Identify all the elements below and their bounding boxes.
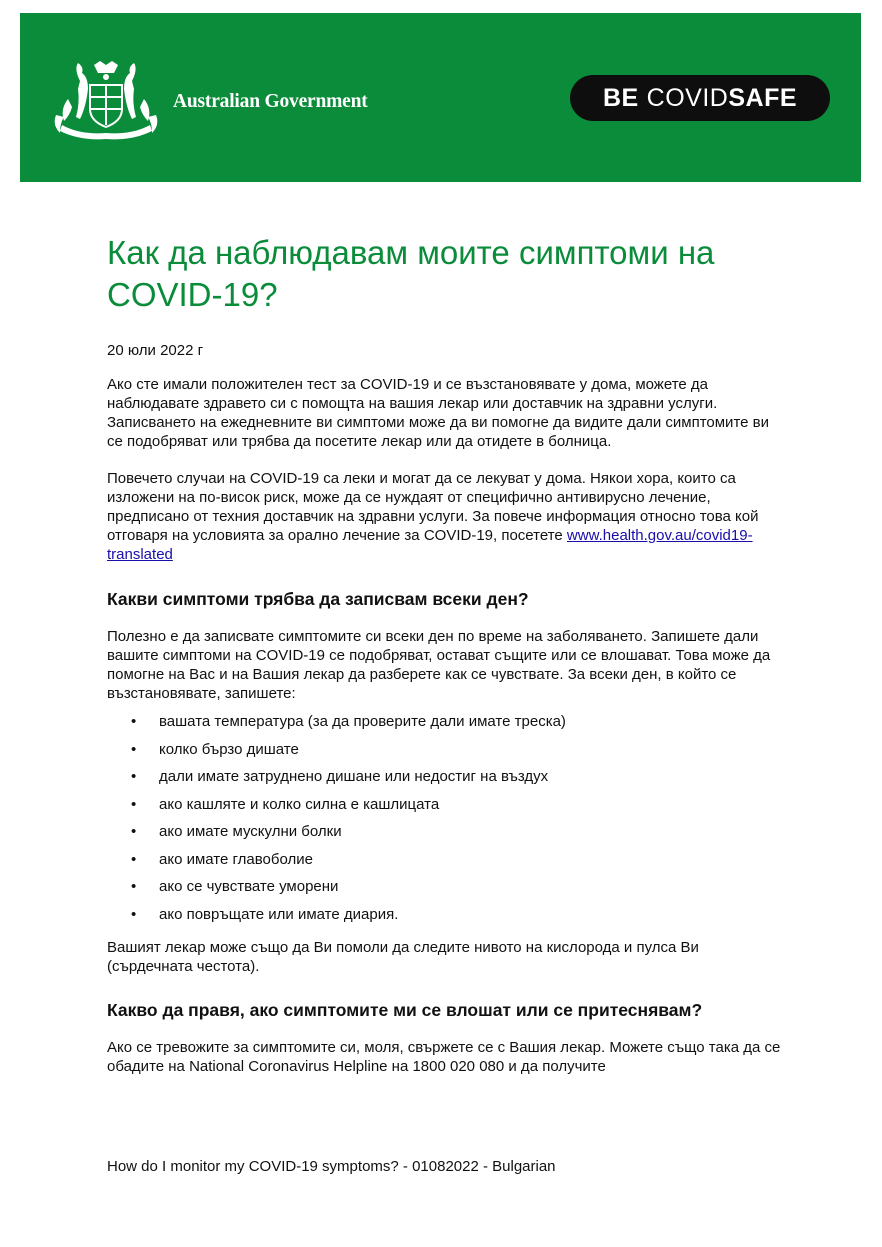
document-body — [107, 232, 787, 1076]
bullet-icon: • — [131, 823, 137, 840]
list-item-text: ако имате мускулни болки — [159, 823, 342, 840]
bullet-icon: • — [131, 740, 137, 758]
intro-paragraph: Ако сте имали положителен тест за COVID-19 и се възстановявате у дома, можете да наблюдавате здравето си с помощта на вашия лекар или доставчик на здравни услуги. Записването на ежедневните ви симптоми може да ви помогне да видите дали симптомите ви се подобряват или трябва да посетите лекар или да отидете в болница. — [107, 376, 769, 450]
section2-paragraph: Ако се тревожите за симптомите си, моля, свържете се с Вашия лекар. Можете също така да се обадите на National Coronavirus Helpline на 1800 020 080 и да получите — [107, 1038, 781, 1075]
header-banner — [20, 13, 861, 182]
bullet-icon: • — [131, 878, 137, 895]
list-item-text: колко бързо дишате — [159, 740, 299, 758]
treatment-paragraph — [107, 469, 787, 564]
bullet-icon: • — [131, 905, 137, 923]
list-item-text: вашата температура (за да проверите дали имате треска) — [159, 713, 566, 730]
list-item — [107, 712, 787, 731]
page-footer: How do I monitor my COVID-19 symptoms? - 01082022 - Bulgarian — [107, 1158, 556, 1175]
bullet-icon: • — [131, 850, 137, 868]
list-item — [107, 795, 787, 814]
list-item — [107, 740, 787, 759]
government-name: Australian Government — [173, 91, 368, 112]
section1-paragraph: Полезно е да записвате симптомите си всеки ден по време на заболяването. Запишете дали вашите симптоми на COVID-19 се подобряват, остават същите или се влошават. Това може да помогне на Вас и на Вашия лекар да разберете как се чувствате. За всеки ден, в който се възстановявате, запишете: — [107, 628, 771, 702]
campaign-word-covid: COVID — [646, 83, 729, 112]
list-item — [107, 905, 787, 924]
list-item-text: ако кашляте и колко силна е кашлицата — [159, 795, 440, 813]
health-gov-link[interactable]: www.health.gov.au/covid19-translated — [107, 527, 753, 563]
section1-closing-paragraph: Вашият лекар може също да Ви помоли да следите нивото на кислорода и пулса Ви (сърдечната честота). — [107, 938, 699, 975]
list-item — [107, 877, 787, 896]
bullet-icon: • — [131, 713, 137, 730]
list-item — [107, 822, 787, 841]
campaign-word-be: BE — [602, 83, 639, 112]
campaign-word-safe: SAFE — [728, 83, 798, 112]
list-item — [107, 767, 787, 786]
section1-heading: Какви симптоми трябва да записвам всеки ден? — [107, 589, 529, 609]
page-title: Как да наблюдавам моите симптоми на COVID-19? — [107, 234, 715, 313]
list-item-text: ако повръщате или имате диария. — [159, 905, 399, 923]
section2-heading: Какво да правя, ако симптомите ми се влошат или се притеснявам? — [107, 999, 703, 1020]
symptom-list — [107, 712, 787, 924]
coat-of-arms-icon — [50, 59, 162, 145]
be-covidsafe-badge — [570, 75, 830, 121]
bullet-icon: • — [131, 768, 137, 785]
list-item-text: ако имате главоболие — [159, 850, 313, 868]
list-item — [107, 850, 787, 869]
treatment-text: Повечето случаи на COVID-19 са леки и могат да се лекуват у дома. Някои хора, които са изложени на по-висок риск, може да се нуждаят от специфично антивирусно лечение, предписано от техния доставчик на здравни услуги. За повече информация относно това кой отговаря на условията за орално лечение за COVID-19, посетете — [107, 470, 759, 544]
list-item-text: дали имате затруднено дишане или недостиг на въздух — [159, 768, 549, 785]
publication-date: 20 юли 2022 г — [107, 342, 204, 359]
list-item-text: ако се чувствате уморени — [159, 878, 339, 895]
bullet-icon: • — [131, 795, 137, 813]
